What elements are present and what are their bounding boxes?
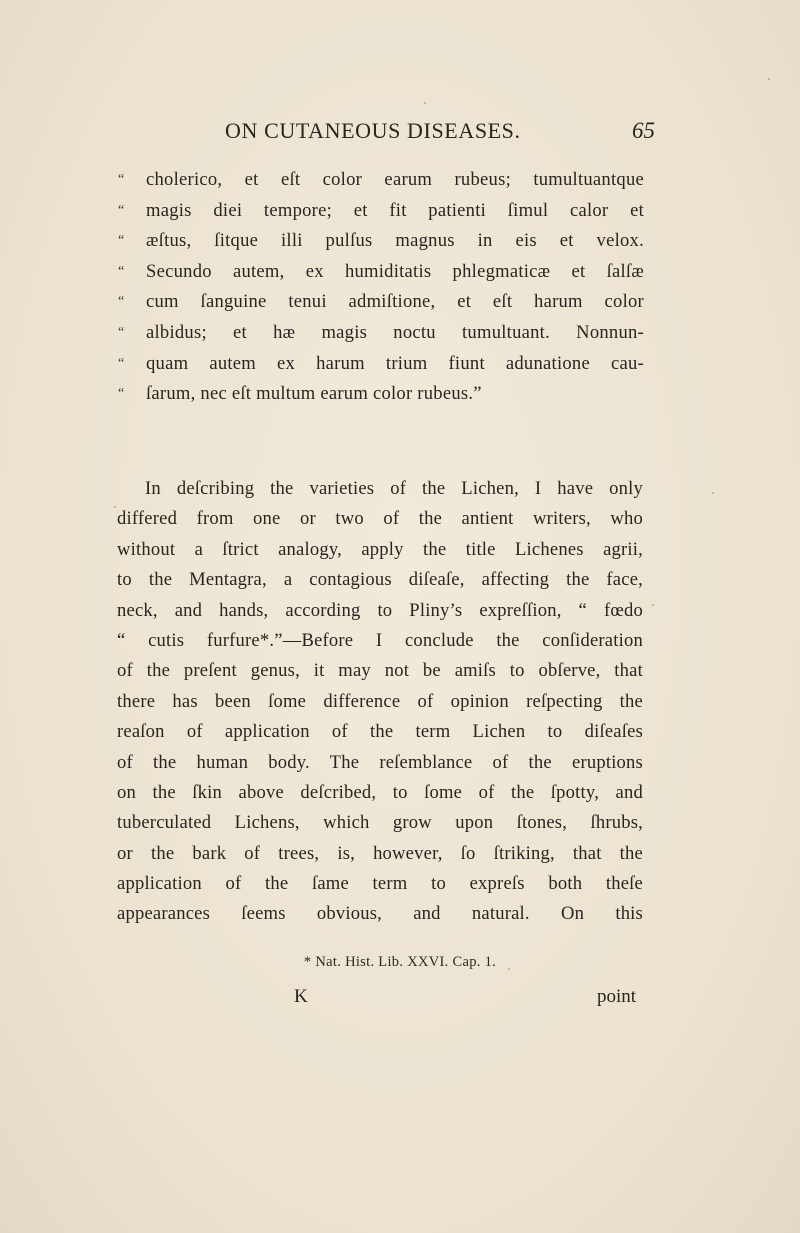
- paragraph-line: of the preſent genus, it may not be amiſs to obſerve, that: [117, 660, 643, 682]
- quote-line-text: æſtus, ſitque illi pulſus magnus in eis et velox.: [146, 230, 644, 252]
- quote-mark: “: [118, 355, 125, 371]
- quote-mark: “: [118, 386, 125, 402]
- signature-mark: K: [294, 986, 308, 1007]
- paragraph-line: neck, and hands, according to Pliny’s expreſſion, “ fœdo: [117, 599, 643, 621]
- quote-line-text: quam autem ex harum trium fiunt adunatione cau-: [146, 352, 644, 374]
- quote-mark: “: [118, 202, 125, 218]
- quote-mark: “: [118, 233, 125, 249]
- paper-speck: [768, 78, 770, 80]
- paper-speck: [424, 102, 426, 104]
- quote-line-text: Secundo autem, ex humiditatis phlegmaticæ et ſalſæ: [146, 260, 644, 282]
- paper-speck: [114, 506, 116, 508]
- paper-speck: [652, 604, 654, 606]
- paragraph-line: there has been ſome difference of opinion reſpecting the: [117, 690, 643, 712]
- paragraph-line: differed from one or two of the antient writers, who: [117, 508, 643, 530]
- body-paragraph: [117, 474, 643, 930]
- quote-line-text: magis diei tempore; et fit patienti ſimul calor et: [146, 199, 644, 221]
- paragraph-line: tuberculated Lichens, which grow upon ſtones, ſhrubs,: [117, 812, 643, 834]
- quote-line: [118, 318, 644, 349]
- paragraph-line: or the bark of trees, is, however, ſo ſtriking, that the: [117, 842, 643, 864]
- paragraph-line: to the Mentagra, a contagious diſeaſe, affecting the face,: [117, 569, 643, 591]
- quote-line: [118, 287, 644, 318]
- latin-quotation: [118, 165, 644, 410]
- running-head: ON CUTANEOUS DISEASES.: [225, 118, 521, 143]
- paragraph-line: without a ſtrict analogy, apply the title Lichenes agrii,: [117, 538, 643, 560]
- paragraph-line: of the human body. The reſemblance of the eruptions: [117, 751, 643, 773]
- quote-line-text: ſarum, nec eſt multum earum color rubeus.”: [146, 383, 482, 405]
- quote-mark: “: [118, 172, 125, 187]
- catchword: point: [596, 986, 636, 1007]
- paragraph-line: application of the ſame term to expreſs both theſe: [117, 873, 643, 895]
- quote-line: [118, 226, 644, 257]
- quote-mark: “: [118, 263, 125, 279]
- paragraph-line: appearances ſeems obvious, and natural. On this: [117, 903, 643, 925]
- paragraph-line: In deſcribing the varieties of the Lichen, I have only: [145, 478, 643, 499]
- footnote: * Nat. Hist. Lib. XXVI. Cap. 1.: [303, 954, 497, 970]
- page-number: 65: [632, 118, 655, 143]
- quote-line: [118, 257, 644, 288]
- page-header: [225, 118, 655, 148]
- quote-line-text: cholerico, et eſt color earum rubeus; tumultuantque: [146, 169, 644, 190]
- paper-speck: [712, 492, 714, 494]
- quote-mark: “: [118, 294, 125, 310]
- quote-line-text: albidus; et hæ magis noctu tumultuant. Nonnun-: [146, 321, 644, 343]
- quote-line: [118, 165, 644, 196]
- quote-mark: “: [118, 324, 125, 340]
- quote-line-text: cum ſanguine tenui admiſtione, et eſt harum color: [146, 291, 644, 313]
- quote-line: [118, 196, 644, 227]
- paper-speck: [508, 968, 510, 970]
- paragraph-line: on the ſkin above deſcribed, to ſome of the ſpotty, and: [117, 781, 643, 803]
- paragraph-line: “ cutis furfure*.”—Before I conclude the conſideration: [117, 629, 643, 651]
- paragraph-line: reaſon of application of the term Lichen to diſeaſes: [117, 721, 643, 743]
- quote-line: [118, 349, 644, 380]
- quote-line: [118, 379, 644, 410]
